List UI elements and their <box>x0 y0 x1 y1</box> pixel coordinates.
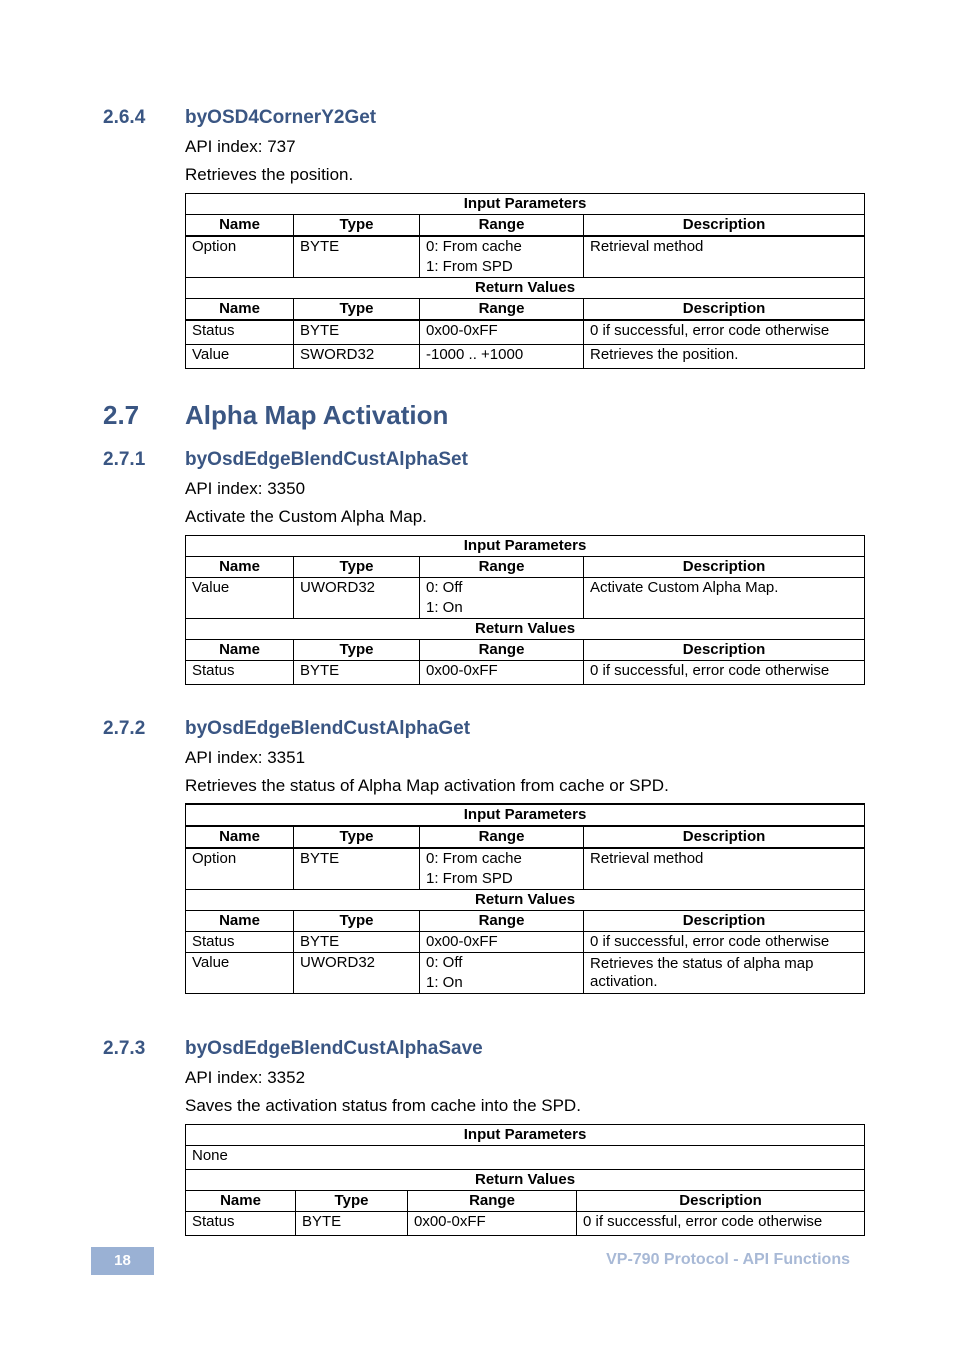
cell-description: Activate Custom Alpha Map. <box>584 578 865 619</box>
cell-range: 0: From cache 1: From SPD <box>420 236 584 278</box>
table-row <box>186 578 865 619</box>
header-type: Type <box>294 299 420 321</box>
section-number: 2.7.3 <box>103 1038 146 1059</box>
header-range: Range <box>420 640 584 661</box>
cell-type: BYTE <box>294 320 420 344</box>
return-values-label: Return Values <box>186 278 865 299</box>
page-number: 18 <box>91 1247 154 1275</box>
header-type: Type <box>294 911 420 932</box>
header-name: Name <box>186 826 294 848</box>
table-row <box>186 236 865 278</box>
header-type: Type <box>294 640 420 661</box>
section-title: byOsdEdgeBlendCustAlphaSave <box>185 1038 483 1059</box>
header-description: Description <box>584 640 865 661</box>
cell-type: BYTE <box>296 1212 408 1236</box>
cell-range: 0: From cache 1: From SPD <box>420 848 584 890</box>
cell-type: UWORD32 <box>294 578 420 619</box>
section-number: 2.6.4 <box>103 107 146 128</box>
cell-description: Retrieval method <box>584 848 865 890</box>
cell-description: Retrieves the position. <box>584 344 865 368</box>
cell-name: Value <box>186 578 294 619</box>
header-description: Description <box>584 299 865 321</box>
section-description: Activate the Custom Alpha Map. <box>185 507 427 526</box>
cell-description: 0 if successful, error code otherwise <box>584 320 865 344</box>
cell-range: 0x00-0xFF <box>420 320 584 344</box>
table-row <box>186 1146 865 1170</box>
cell-name: Option <box>186 848 294 890</box>
cell-range: 0: Off 1: On <box>420 953 584 994</box>
cell-range: 0x00-0xFF <box>420 932 584 953</box>
api-index: API index: 737 <box>185 137 296 156</box>
cell-name: Status <box>186 932 294 953</box>
section-description: Retrieves the status of Alpha Map activation from cache or SPD. <box>185 776 669 795</box>
section-description: Saves the activation status from cache into the SPD. <box>185 1096 581 1115</box>
header-description: Description <box>584 215 865 237</box>
cell-name: Option <box>186 236 294 278</box>
header-description: Description <box>584 557 865 578</box>
header-range: Range <box>408 1191 577 1212</box>
cell-description: Retrieval method <box>584 236 865 278</box>
header-range: Range <box>420 299 584 321</box>
cell-description: 0 if successful, error code otherwise <box>577 1212 865 1236</box>
parameter-table <box>185 803 865 994</box>
cell-name: Value <box>186 953 294 994</box>
header-range: Range <box>420 557 584 578</box>
section-description: Retrieves the position. <box>185 165 354 184</box>
header-range: Range <box>420 215 584 237</box>
cell-description: 0 if successful, error code otherwise <box>584 932 865 953</box>
table-row <box>186 932 865 953</box>
table-row <box>186 1212 865 1236</box>
cell-type: BYTE <box>294 932 420 953</box>
section-title: byOsdEdgeBlendCustAlphaGet <box>185 718 471 739</box>
header-name: Name <box>186 215 294 237</box>
cell-type: BYTE <box>294 236 420 278</box>
section-title: byOsdEdgeBlendCustAlphaSet <box>185 449 468 470</box>
chapter-title: Alpha Map Activation <box>185 400 449 430</box>
header-name: Name <box>186 557 294 578</box>
header-description: Description <box>584 911 865 932</box>
table-row <box>186 953 865 994</box>
return-values-label: Return Values <box>186 1170 865 1191</box>
api-index: API index: 3351 <box>185 748 306 767</box>
header-type: Type <box>294 215 420 237</box>
table-row <box>186 661 865 685</box>
header-description: Description <box>577 1191 865 1212</box>
header-type: Type <box>294 557 420 578</box>
cell-range: 0x00-0xFF <box>408 1212 577 1236</box>
input-parameters-label: Input Parameters <box>186 1125 865 1146</box>
parameter-table <box>185 1124 865 1236</box>
input-parameters-label: Input Parameters <box>186 194 865 215</box>
parameter-table <box>185 193 865 369</box>
cell-type: SWORD32 <box>294 344 420 368</box>
cell-name: Value <box>186 344 294 368</box>
cell-description: Retrieves the status of alpha map activation. <box>584 953 865 994</box>
header-description: Description <box>584 826 865 848</box>
header-name: Name <box>186 640 294 661</box>
chapter-number: 2.7 <box>103 400 140 430</box>
cell-type: BYTE <box>294 661 420 685</box>
header-range: Range <box>420 911 584 932</box>
table-row <box>186 320 865 344</box>
cell-type: BYTE <box>294 848 420 890</box>
header-name: Name <box>186 299 294 321</box>
input-parameters-label: Input Parameters <box>186 804 865 826</box>
header-name: Name <box>186 911 294 932</box>
cell-name: Status <box>186 661 294 685</box>
cell-range: 0: Off 1: On <box>420 578 584 619</box>
footer-title: VP-790 Protocol - API Functions <box>606 1251 850 1268</box>
cell-description: 0 if successful, error code otherwise <box>584 661 865 685</box>
table-row <box>186 344 865 368</box>
api-index: API index: 3352 <box>185 1068 306 1087</box>
cell-type: UWORD32 <box>294 953 420 994</box>
section-title: byOSD4CornerY2Get <box>185 107 377 128</box>
return-values-label: Return Values <box>186 619 865 640</box>
api-index: API index: 3350 <box>185 479 306 498</box>
header-type: Type <box>296 1191 408 1212</box>
section-number: 2.7.2 <box>103 718 146 739</box>
table-row <box>186 848 865 890</box>
section-number: 2.7.1 <box>103 449 146 470</box>
input-parameters-label: Input Parameters <box>186 536 865 557</box>
header-name: Name <box>186 1191 296 1212</box>
cell-name: Status <box>186 320 294 344</box>
cell-range: -1000 .. +1000 <box>420 344 584 368</box>
cell-none: None <box>186 1146 865 1170</box>
parameter-table <box>185 535 865 685</box>
header-type: Type <box>294 826 420 848</box>
header-range: Range <box>420 826 584 848</box>
cell-range: 0x00-0xFF <box>420 661 584 685</box>
return-values-label: Return Values <box>186 890 865 911</box>
cell-name: Status <box>186 1212 296 1236</box>
